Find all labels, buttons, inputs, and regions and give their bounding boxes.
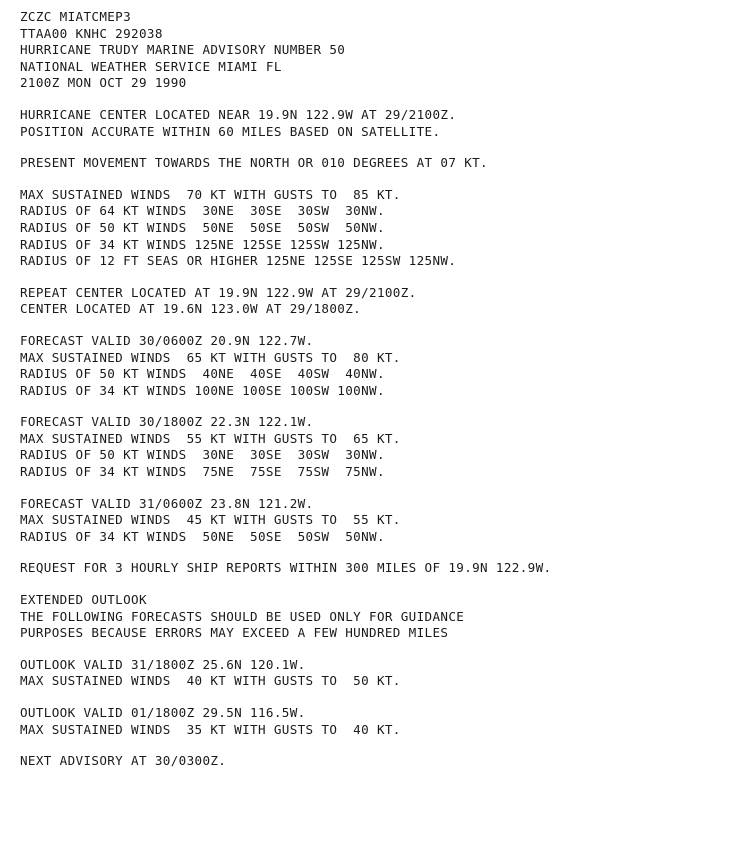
text-line: RADIUS OF 34 KT WINDS 50NE 50SE 50SW 50NW. xyxy=(20,528,385,544)
text-line: POSITION ACCURATE WITHIN 60 MILES BASED ON SATELLITE. xyxy=(20,123,441,139)
forecast-block-1 xyxy=(20,333,735,399)
text-line: RADIUS OF 12 FT SEAS OR HIGHER 125NE 125SE 125SW 125NW. xyxy=(20,253,457,269)
text-line: CENTER LOCATED AT 19.6N 123.0W AT 29/1800Z. xyxy=(20,301,362,317)
text-line: TTAA00 KNHC 292038 xyxy=(20,25,163,41)
text-line: MAX SUSTAINED WINDS 65 KT WITH GUSTS TO 80 KT. xyxy=(20,349,401,365)
center-location-block xyxy=(20,107,735,140)
text-line: MAX SUSTAINED WINDS 55 KT WITH GUSTS TO 65 KT. xyxy=(20,430,401,446)
outlook-block-1 xyxy=(20,657,735,690)
repeat-center-block xyxy=(20,285,735,318)
text-line: NATIONAL WEATHER SERVICE MIAMI FL xyxy=(20,58,282,74)
text-line: FORECAST VALID 30/1800Z 22.3N 122.1W. xyxy=(20,414,314,430)
text-line: PURPOSES BECAUSE ERRORS MAY EXCEED A FEW HUNDRED MILES xyxy=(20,625,449,641)
text-line: REQUEST FOR 3 HOURLY SHIP REPORTS WITHIN 300 MILES OF 19.9N 122.9W. xyxy=(20,560,552,576)
text-line: 2100Z MON OCT 29 1990 xyxy=(20,75,187,91)
text-line: HURRICANE CENTER LOCATED NEAR 19.9N 122.9W AT 29/2100Z. xyxy=(20,106,457,122)
text-line: THE FOLLOWING FORECASTS SHOULD BE USED ONLY FOR GUIDANCE xyxy=(20,608,465,624)
text-line: REPEAT CENTER LOCATED AT 19.9N 122.9W AT 29/2100Z. xyxy=(20,284,417,300)
text-line: RADIUS OF 50 KT WINDS 40NE 40SE 40SW 40NW. xyxy=(20,366,385,382)
text-line: RADIUS OF 50 KT WINDS 50NE 50SE 50SW 50NW. xyxy=(20,219,385,235)
text-line: OUTLOOK VALID 01/1800Z 29.5N 116.5W. xyxy=(20,705,306,720)
text-line: MAX SUSTAINED WINDS 70 KT WITH GUSTS TO 85 KT. xyxy=(20,186,401,202)
forecast-block-2 xyxy=(20,414,735,480)
text-line: RADIUS OF 50 KT WINDS 30NE 30SE 30SW 30NW. xyxy=(20,447,385,463)
text-line: ZCZC MIATCMEP3 xyxy=(20,9,132,24)
ship-report-request-block xyxy=(20,560,735,577)
forecast-block-3 xyxy=(20,496,735,546)
text-line: RADIUS OF 34 KT WINDS 125NE 125SE 125SW 125NW. xyxy=(20,236,385,252)
text-line: RADIUS OF 64 KT WINDS 30NE 30SE 30SW 30NW. xyxy=(20,203,385,219)
text-line: PRESENT MOVEMENT TOWARDS THE NORTH OR 010 DEGREES AT 07 KT. xyxy=(20,155,488,171)
text-line: OUTLOOK VALID 31/1800Z 25.6N 120.1W. xyxy=(20,656,306,672)
text-line: RADIUS OF 34 KT WINDS 100NE 100SE 100SW 100NW. xyxy=(20,382,385,398)
text-line: FORECAST VALID 30/0600Z 20.9N 122.7W. xyxy=(20,332,314,348)
text-line: NEXT ADVISORY AT 30/0300Z. xyxy=(20,753,227,769)
text-line: FORECAST VALID 31/0600Z 23.8N 121.2W. xyxy=(20,495,314,511)
winds-block xyxy=(20,187,735,270)
text-line: MAX SUSTAINED WINDS 40 KT WITH GUSTS TO 50 KT. xyxy=(20,673,401,689)
outlook-block-2 xyxy=(20,705,735,738)
text-line: EXTENDED OUTLOOK xyxy=(20,592,147,608)
text-line: MAX SUSTAINED WINDS 45 KT WITH GUSTS TO 55 KT. xyxy=(20,512,401,528)
next-advisory-block xyxy=(20,753,735,770)
text-line: MAX SUSTAINED WINDS 35 KT WITH GUSTS TO 40 KT. xyxy=(20,721,401,737)
movement-block xyxy=(20,155,735,172)
text-line: RADIUS OF 34 KT WINDS 75NE 75SE 75SW 75NW. xyxy=(20,464,385,480)
marine-advisory-text xyxy=(20,9,735,785)
header-block xyxy=(20,9,735,92)
text-line: HURRICANE TRUDY MARINE ADVISORY NUMBER 50 xyxy=(20,42,346,58)
extended-outlook-block xyxy=(20,592,735,642)
